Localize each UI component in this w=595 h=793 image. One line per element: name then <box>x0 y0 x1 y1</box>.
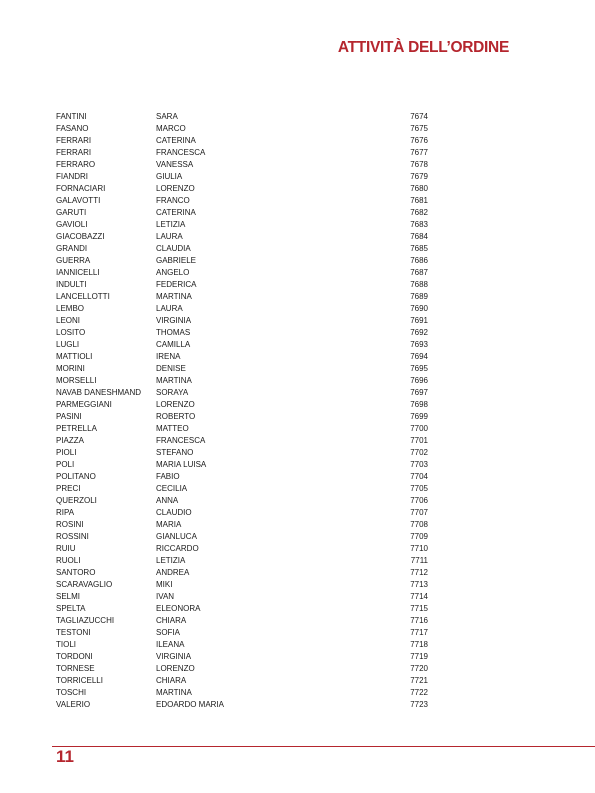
list-item <box>56 579 440 591</box>
registration-number-cell: 7684 <box>410 232 428 241</box>
registration-number-cell: 7718 <box>410 640 428 649</box>
first-name-cell: FRANCESCA <box>156 148 206 157</box>
list-item <box>56 627 440 639</box>
registration-number-cell: 7693 <box>410 340 428 349</box>
first-name-cell: CHIARA <box>156 616 187 625</box>
surname-cell: RIPA <box>56 508 75 517</box>
list-item <box>56 231 440 243</box>
surname-cell: GARUTI <box>56 208 87 217</box>
first-name-cell: CATERINA <box>156 208 196 217</box>
registration-number-cell: 7679 <box>410 172 428 181</box>
surname-cell: FORNACIARI <box>56 184 106 193</box>
registration-number-cell: 7703 <box>410 460 428 469</box>
registration-number-cell: 7694 <box>410 352 428 361</box>
registration-number-cell: 7709 <box>410 532 428 541</box>
list-item <box>56 471 440 483</box>
list-item <box>56 159 440 171</box>
surname-cell: QUERZOLI <box>56 496 97 505</box>
list-item <box>56 255 440 267</box>
first-name-cell: ILEANA <box>156 640 185 649</box>
first-name-cell: CATERINA <box>156 136 196 145</box>
list-item <box>56 567 440 579</box>
surname-cell: RUIU <box>56 544 76 553</box>
list-item <box>56 603 440 615</box>
list-item <box>56 267 440 279</box>
surname-cell: GALAVOTTI <box>56 196 101 205</box>
registration-number-cell: 7715 <box>410 604 428 613</box>
first-name-cell: CAMILLA <box>156 340 191 349</box>
first-name-cell: SORAYA <box>156 388 189 397</box>
list-item <box>56 279 440 291</box>
first-name-cell: LETIZIA <box>156 556 186 565</box>
first-name-cell: LAURA <box>156 232 183 241</box>
registration-number-cell: 7689 <box>410 292 428 301</box>
registration-number-cell: 7707 <box>410 508 428 517</box>
list-item <box>56 243 440 255</box>
registration-number-cell: 7677 <box>410 148 428 157</box>
registration-number-cell: 7719 <box>410 652 428 661</box>
list-item <box>56 651 440 663</box>
list-item <box>56 195 440 207</box>
first-name-cell: ANDREA <box>156 568 190 577</box>
registration-number-cell: 7674 <box>410 112 428 121</box>
first-name-cell: ELEONORA <box>156 604 201 613</box>
first-name-cell: VIRGINIA <box>156 652 192 661</box>
first-name-cell: LAURA <box>156 304 183 313</box>
surname-cell: FIANDRI <box>56 172 88 181</box>
first-name-cell: THOMAS <box>156 328 191 337</box>
list-item <box>56 375 440 387</box>
surname-cell: ROSSINI <box>56 532 89 541</box>
registration-number-cell: 7711 <box>410 556 428 565</box>
first-name-cell: CECILIA <box>156 484 188 493</box>
surname-cell: MORSELLI <box>56 376 97 385</box>
surname-cell: TOSCHI <box>56 688 87 697</box>
first-name-cell: IRENA <box>156 352 181 361</box>
surname-cell: LANCELLOTTI <box>56 292 110 301</box>
surname-cell: LEONI <box>56 316 81 325</box>
first-name-cell: MATTEO <box>156 424 189 433</box>
list-item <box>56 171 440 183</box>
surname-cell: TAGLIAZUCCHI <box>56 616 115 625</box>
list-item <box>56 483 440 495</box>
surname-cell: PASINI <box>56 412 82 421</box>
first-name-cell: STEFANO <box>156 448 194 457</box>
registration-number-cell: 7675 <box>410 124 428 133</box>
page-number: 11 <box>56 747 74 766</box>
registration-number-cell: 7708 <box>410 520 428 529</box>
first-name-cell: FRANCESCA <box>156 436 206 445</box>
list-item <box>56 699 440 711</box>
registration-number-cell: 7721 <box>410 676 428 685</box>
registration-number-cell: 7706 <box>410 496 428 505</box>
list-item <box>56 591 440 603</box>
surname-cell: FASANO <box>56 124 89 133</box>
footer-divider <box>52 746 595 747</box>
list-item <box>56 411 440 423</box>
first-name-cell: IVAN <box>156 592 175 601</box>
registration-number-cell: 7697 <box>410 388 428 397</box>
first-name-cell: MARIA <box>156 520 182 529</box>
registration-number-cell: 7685 <box>410 244 428 253</box>
list-item <box>56 303 440 315</box>
surname-cell: ROSINI <box>56 520 84 529</box>
list-item <box>56 291 440 303</box>
registration-number-cell: 7682 <box>410 208 428 217</box>
first-name-cell: LORENZO <box>156 184 195 193</box>
first-name-cell: CLAUDIA <box>156 244 191 253</box>
surname-cell: SELMI <box>56 592 81 601</box>
registration-number-cell: 7714 <box>410 592 428 601</box>
first-name-cell: MARCO <box>156 124 186 133</box>
surname-cell: TORNESE <box>56 664 95 673</box>
list-item <box>56 663 440 675</box>
surname-cell: TORRICELLI <box>56 676 103 685</box>
first-name-cell: GABRIELE <box>156 256 197 265</box>
registration-number-cell: 7704 <box>410 472 428 481</box>
registration-number-cell: 7710 <box>410 544 428 553</box>
list-item <box>56 315 440 327</box>
surname-cell: PIOLI <box>56 448 77 457</box>
first-name-cell: SOFIA <box>156 628 181 637</box>
list-item <box>56 639 440 651</box>
first-name-cell: DENISE <box>156 364 186 373</box>
registration-number-cell: 7722 <box>410 688 428 697</box>
first-name-cell: GIULIA <box>156 172 183 181</box>
list-item <box>56 219 440 231</box>
surname-cell: LOSITO <box>56 328 86 337</box>
first-name-cell: ROBERTO <box>156 412 196 421</box>
surname-cell: RUOLI <box>56 556 81 565</box>
list-item <box>56 555 440 567</box>
surname-cell: FERRARO <box>56 160 96 169</box>
first-name-cell: SARA <box>156 112 178 121</box>
surname-cell: MATTIOLI <box>56 352 93 361</box>
surname-cell: POLITANO <box>56 472 96 481</box>
registration-number-cell: 7723 <box>410 700 428 709</box>
surname-cell: FERRARI <box>56 136 92 145</box>
registration-number-cell: 7701 <box>410 436 428 445</box>
surname-cell: SCARAVAGLIO <box>56 580 113 589</box>
list-item <box>56 447 440 459</box>
first-name-cell: FABIO <box>156 472 180 481</box>
list-item <box>56 123 440 135</box>
registration-number-cell: 7698 <box>410 400 428 409</box>
surname-cell: PARMEGGIANI <box>56 400 112 409</box>
registration-number-cell: 7720 <box>410 664 428 673</box>
surname-cell: NAVAB DANESHMAND <box>56 388 142 397</box>
surname-cell: GIACOBAZZI <box>56 232 105 241</box>
registration-number-cell: 7690 <box>410 304 428 313</box>
list-item <box>56 615 440 627</box>
list-item <box>56 327 440 339</box>
first-name-cell: RICCARDO <box>156 544 199 553</box>
first-name-cell: LORENZO <box>156 664 195 673</box>
list-item <box>56 531 440 543</box>
list-item <box>56 351 440 363</box>
first-name-cell: ANGELO <box>156 268 190 277</box>
surname-cell: PETRELLA <box>56 424 97 433</box>
surname-cell: SPELTA <box>56 604 86 613</box>
list-item <box>56 687 440 699</box>
surname-cell: IANNICELLI <box>56 268 100 277</box>
first-name-cell: FRANCO <box>156 196 190 205</box>
registration-number-cell: 7716 <box>410 616 428 625</box>
registration-number-cell: 7700 <box>410 424 428 433</box>
registration-number-cell: 7713 <box>410 580 428 589</box>
surname-cell: MORINI <box>56 364 85 373</box>
surname-cell: GUERRA <box>56 256 91 265</box>
registration-number-cell: 7681 <box>410 196 428 205</box>
registration-number-cell: 7702 <box>410 448 428 457</box>
surname-cell: LEMBO <box>56 304 85 313</box>
list-item <box>56 507 440 519</box>
list-item <box>56 519 440 531</box>
list-item <box>56 459 440 471</box>
first-name-cell: MARTINA <box>156 376 192 385</box>
page-title: ATTIVITÀ DELL’ORDINE <box>337 39 509 56</box>
list-item <box>56 399 440 411</box>
first-name-cell: MIKI <box>156 580 173 589</box>
surname-cell: SANTORO <box>56 568 96 577</box>
first-name-cell: MARIA LUISA <box>156 460 207 469</box>
registration-number-cell: 7686 <box>410 256 428 265</box>
registration-number-cell: 7696 <box>410 376 428 385</box>
list-item <box>56 423 440 435</box>
first-name-cell: EDOARDO MARIA <box>156 700 225 709</box>
registration-number-cell: 7688 <box>410 280 428 289</box>
list-item <box>56 495 440 507</box>
registration-number-cell: 7692 <box>410 328 428 337</box>
registration-number-cell: 7695 <box>410 364 428 373</box>
first-name-cell: LETIZIA <box>156 220 186 229</box>
list-item <box>56 543 440 555</box>
surname-cell: PRECI <box>56 484 81 493</box>
list-item <box>56 147 440 159</box>
surname-cell: VALERIO <box>56 700 91 709</box>
surname-cell: POLI <box>56 460 75 469</box>
registration-number-cell: 7717 <box>410 628 428 637</box>
registration-number-cell: 7680 <box>410 184 428 193</box>
first-name-cell: CHIARA <box>156 676 187 685</box>
list-item <box>56 135 440 147</box>
list-item <box>56 111 440 123</box>
list-item <box>56 435 440 447</box>
registration-number-cell: 7683 <box>410 220 428 229</box>
first-name-cell: ANNA <box>156 496 179 505</box>
member-list <box>56 111 440 711</box>
first-name-cell: VANESSA <box>156 160 194 169</box>
surname-cell: LUGLI <box>56 340 80 349</box>
registration-number-cell: 7705 <box>410 484 428 493</box>
surname-cell: GAVIOLI <box>56 220 88 229</box>
surname-cell: TORDONI <box>56 652 93 661</box>
list-item <box>56 387 440 399</box>
surname-cell: TIOLI <box>56 640 77 649</box>
first-name-cell: FEDERICA <box>156 280 197 289</box>
first-name-cell: GIANLUCA <box>156 532 197 541</box>
list-item <box>56 339 440 351</box>
first-name-cell: VIRGINIA <box>156 316 192 325</box>
registration-number-cell: 7678 <box>410 160 428 169</box>
surname-cell: FANTINI <box>56 112 87 121</box>
list-item <box>56 183 440 195</box>
list-item <box>56 675 440 687</box>
registration-number-cell: 7676 <box>410 136 428 145</box>
list-item <box>56 207 440 219</box>
surname-cell: PIAZZA <box>56 436 85 445</box>
surname-cell: TESTONI <box>56 628 91 637</box>
list-item <box>56 363 440 375</box>
first-name-cell: LORENZO <box>156 400 195 409</box>
registration-number-cell: 7712 <box>410 568 428 577</box>
first-name-cell: MARTINA <box>156 292 192 301</box>
surname-cell: GRANDI <box>56 244 88 253</box>
registration-number-cell: 7687 <box>410 268 428 277</box>
surname-cell: FERRARI <box>56 148 92 157</box>
surname-cell: INDULTI <box>56 280 87 289</box>
first-name-cell: CLAUDIO <box>156 508 192 517</box>
registration-number-cell: 7691 <box>410 316 428 325</box>
first-name-cell: MARTINA <box>156 688 192 697</box>
registration-number-cell: 7699 <box>410 412 428 421</box>
